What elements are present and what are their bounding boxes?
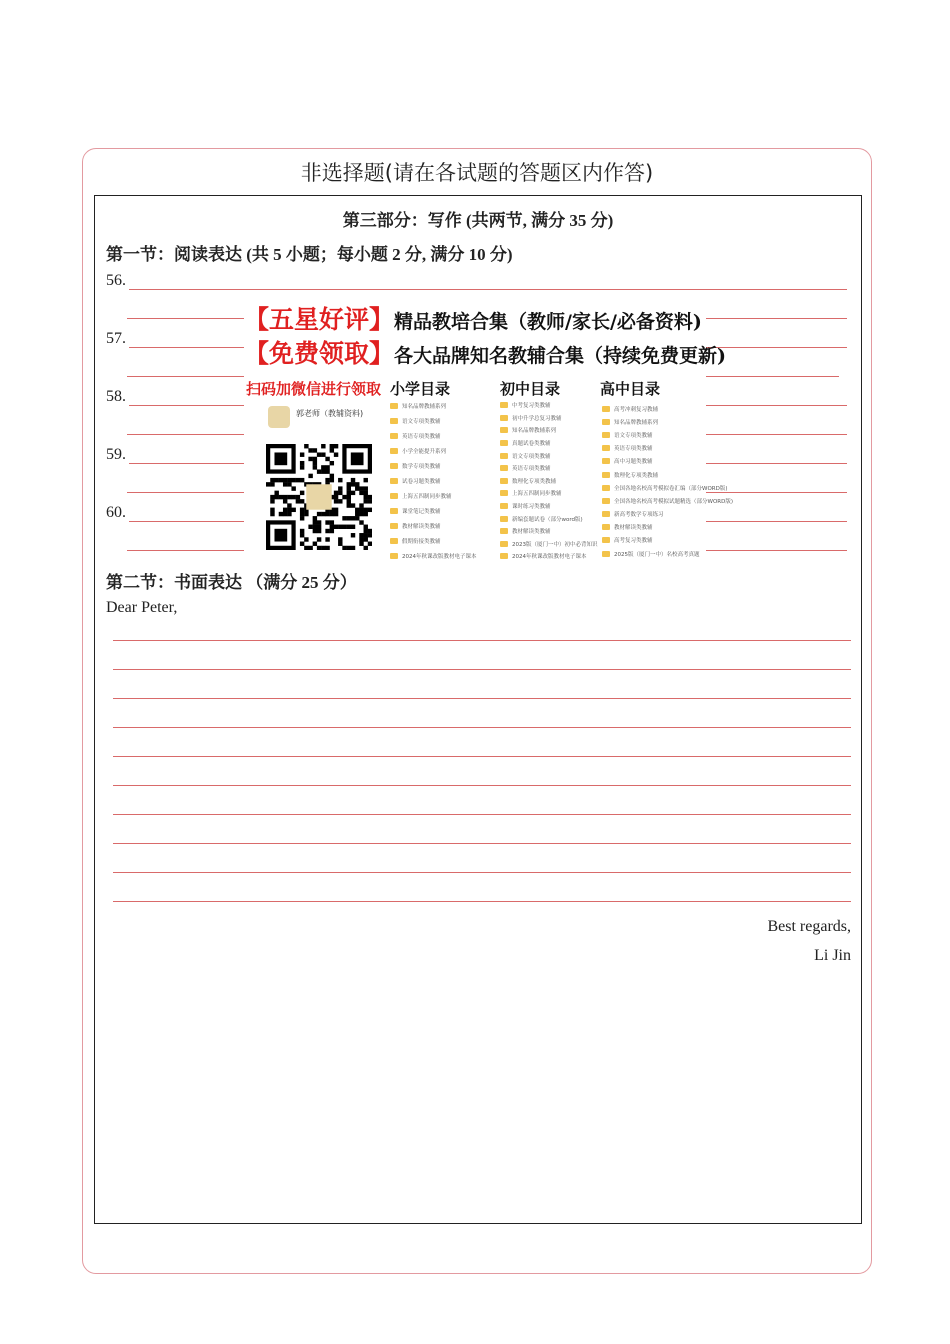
folder-label: 上海五四制同步教辅 xyxy=(402,493,452,500)
folder-item[interactable] xyxy=(500,500,598,513)
folder-label: 真题试卷类教辅 xyxy=(512,441,551,448)
folder-label: 语文专项类教辅 xyxy=(512,453,551,460)
folder-icon xyxy=(500,453,508,459)
folder-item[interactable] xyxy=(500,449,598,462)
folder-item[interactable] xyxy=(602,415,704,428)
folder-item[interactable] xyxy=(602,455,704,468)
folder-icon xyxy=(390,418,398,424)
folder-label: 2024年秋课改版教材电子课本 xyxy=(402,553,477,560)
folder-icon xyxy=(602,432,610,438)
question-number: 57. xyxy=(106,330,126,347)
letter-line[interactable] xyxy=(113,843,851,844)
folder-item[interactable] xyxy=(390,548,494,563)
folder-icon xyxy=(500,478,508,484)
folder-item[interactable] xyxy=(390,488,494,503)
promo-badge-free: 【免费领取】 xyxy=(244,339,395,368)
folder-label: 英语专项类教辅 xyxy=(512,466,551,473)
folder-label: 试卷习题类教辅 xyxy=(402,478,441,485)
folder-icon xyxy=(390,508,398,514)
folder-icon xyxy=(390,478,398,484)
letter-line[interactable] xyxy=(113,814,851,815)
letter-signature: Li Jin xyxy=(814,947,851,964)
folder-item[interactable] xyxy=(390,428,494,443)
folder-icon xyxy=(390,448,398,454)
folder-label: 假期衔接类教辅 xyxy=(402,538,441,545)
letter-line[interactable] xyxy=(113,785,851,786)
promo-line-1 xyxy=(244,300,702,336)
qr-code-icon[interactable] xyxy=(266,444,372,550)
folder-item[interactable] xyxy=(500,512,598,525)
folder-icon xyxy=(500,402,508,408)
folder-label: 教材解读类教辅 xyxy=(614,525,653,532)
folder-icon xyxy=(602,445,610,451)
folder-item[interactable] xyxy=(390,458,494,473)
column-title-high: 高中目录 xyxy=(600,380,661,398)
folder-label: 教材解读类教辅 xyxy=(402,523,441,530)
folder-item[interactable] xyxy=(602,442,704,455)
folder-label: 上海五四制同步教辅 xyxy=(512,491,562,498)
folder-item[interactable] xyxy=(602,402,704,415)
folder-item[interactable] xyxy=(500,487,598,500)
folder-icon xyxy=(500,465,508,471)
folder-icon xyxy=(390,433,398,439)
folder-item[interactable] xyxy=(390,473,494,488)
folder-label: 高中习题类教辅 xyxy=(614,459,653,466)
answer-line[interactable] xyxy=(129,289,847,290)
question-number: 58. xyxy=(106,388,126,405)
folder-item[interactable] xyxy=(602,481,728,494)
folder-list-high xyxy=(602,402,733,560)
promo-overlay[interactable] xyxy=(244,298,733,561)
folder-item[interactable] xyxy=(500,538,598,551)
folder-label: 初中升学总复习教辅 xyxy=(512,415,562,422)
folder-icon xyxy=(390,403,398,409)
folder-icon xyxy=(602,485,610,491)
folder-item[interactable] xyxy=(500,525,598,538)
folder-label: 高考复习类教辅 xyxy=(614,538,653,545)
folder-icon xyxy=(602,551,610,557)
folder-label: 新编套题试卷（部分word版) xyxy=(512,516,583,523)
folder-icon xyxy=(602,537,610,543)
folder-icon xyxy=(500,490,508,496)
folder-item[interactable] xyxy=(602,494,733,507)
folder-icon xyxy=(390,463,398,469)
promo-badge-rating: 【五星好评】 xyxy=(244,305,395,334)
folder-icon xyxy=(500,415,508,421)
folder-icon xyxy=(500,427,508,433)
folder-icon xyxy=(390,523,398,529)
folder-label: 知名品牌教辅系列 xyxy=(512,428,557,435)
folder-label: 新高考数学专项练习 xyxy=(614,512,664,519)
folder-item[interactable] xyxy=(390,533,494,548)
contact-name: 郭老师（教辅资料) xyxy=(296,409,364,418)
folder-icon xyxy=(390,553,398,559)
letter-line[interactable] xyxy=(113,698,851,699)
folder-item[interactable] xyxy=(390,518,494,533)
folder-item[interactable] xyxy=(500,550,598,563)
folder-item[interactable] xyxy=(390,413,494,428)
folder-icon xyxy=(390,493,398,499)
letter-line[interactable] xyxy=(113,901,851,902)
folder-item[interactable] xyxy=(390,398,494,413)
folder-list-middle xyxy=(500,399,598,563)
folder-icon xyxy=(602,511,610,517)
folder-item[interactable] xyxy=(500,424,598,437)
folder-icon xyxy=(602,458,610,464)
folder-item[interactable] xyxy=(602,428,704,441)
folder-label: 数学专项类教辅 xyxy=(402,463,441,470)
letter-line[interactable] xyxy=(113,727,851,728)
column-title-middle: 初中目录 xyxy=(500,380,561,398)
part-title: 第三部分：写作 (共两节, 满分 35 分) xyxy=(342,211,614,230)
folder-label: 全国各地名校高考模拟卷汇编（部分WORD版) xyxy=(614,485,728,492)
folder-item[interactable] xyxy=(500,462,598,475)
page-title: 非选择题(请在各试题的答题区内作答) xyxy=(300,161,654,185)
folder-icon xyxy=(602,406,610,412)
column-title-primary: 小学目录 xyxy=(390,380,451,398)
folder-item[interactable] xyxy=(602,534,704,547)
folder-icon xyxy=(500,516,508,522)
avatar xyxy=(268,406,290,428)
folder-label: 小学全能提升系列 xyxy=(402,448,447,455)
folder-label: 知名品牌教辅系列 xyxy=(614,419,659,426)
folder-item[interactable] xyxy=(500,412,598,425)
folder-icon xyxy=(390,538,398,544)
folder-label: 中考复习类教辅 xyxy=(512,403,551,410)
folder-icon xyxy=(500,503,508,509)
folder-label: 语文专项类教辅 xyxy=(614,432,653,439)
folder-label: 知名品牌教辅系列 xyxy=(402,403,447,410)
folder-icon xyxy=(602,419,610,425)
folder-item[interactable] xyxy=(500,475,598,488)
folder-label: 高考冲刺复习教辅 xyxy=(614,406,659,413)
letter-line[interactable] xyxy=(113,872,851,873)
folder-icon xyxy=(602,524,610,530)
scan-instruction: 扫码加微信进行领取 xyxy=(246,380,382,398)
folder-label: 数理化专项类教辅 xyxy=(614,472,659,479)
folder-label: 课堂笔记类教辅 xyxy=(402,508,441,515)
folder-label: 教材解读类教辅 xyxy=(512,529,551,536)
letter-line[interactable] xyxy=(113,669,851,670)
question-number: 60. xyxy=(106,504,126,521)
folder-icon xyxy=(500,553,508,559)
letter-line[interactable] xyxy=(113,640,851,641)
letter-line[interactable] xyxy=(113,756,851,757)
folder-icon xyxy=(500,440,508,446)
folder-icon xyxy=(602,472,610,478)
question-number: 59. xyxy=(106,446,126,463)
folder-item[interactable] xyxy=(500,437,598,450)
folder-item[interactable] xyxy=(602,521,704,534)
folder-icon xyxy=(500,541,508,547)
folder-item[interactable] xyxy=(390,503,494,518)
folder-label: 2025版（厦门一中）名校高考真题 xyxy=(614,551,700,558)
letter-closing: Best regards, xyxy=(767,918,851,935)
promo-line-2 xyxy=(244,334,726,370)
folder-item[interactable] xyxy=(500,399,598,412)
folder-label: 2023版（厦门一中）初中必背知识 xyxy=(512,541,598,548)
folder-label: 数理化专项类教辅 xyxy=(512,478,557,485)
folder-label: 2024年秋课改版教材电子课本 xyxy=(512,554,587,561)
folder-label: 英语专项类教辅 xyxy=(614,446,653,453)
folder-label: 英语专项类教辅 xyxy=(402,433,441,440)
folder-icon xyxy=(602,498,610,504)
promo-text-2: 各大品牌知名教辅合集（持续免费更新) xyxy=(394,345,727,367)
section2-title: 第二节：书面表达 （满分 25 分） xyxy=(106,573,357,592)
folder-icon xyxy=(500,528,508,534)
folder-item[interactable] xyxy=(602,468,704,481)
letter-greeting: Dear Peter, xyxy=(106,599,178,616)
folder-label: 全国各地名校高考模拟试题精选（部分WORD版) xyxy=(614,498,733,505)
folder-item[interactable] xyxy=(602,508,704,521)
promo-text-1: 精品教培合集（教师/家长/必备资料) xyxy=(394,311,702,333)
folder-label: 语文专项类教辅 xyxy=(402,418,441,425)
folder-list-primary xyxy=(390,398,494,563)
folder-label: 课时练习类教辅 xyxy=(512,504,551,511)
folder-item[interactable] xyxy=(390,443,494,458)
folder-item[interactable] xyxy=(602,547,704,560)
question-number: 56. xyxy=(106,272,126,289)
section1-title: 第一节：阅读表达 (共 5 小题；每小题 2 分, 满分 10 分) xyxy=(106,245,513,264)
